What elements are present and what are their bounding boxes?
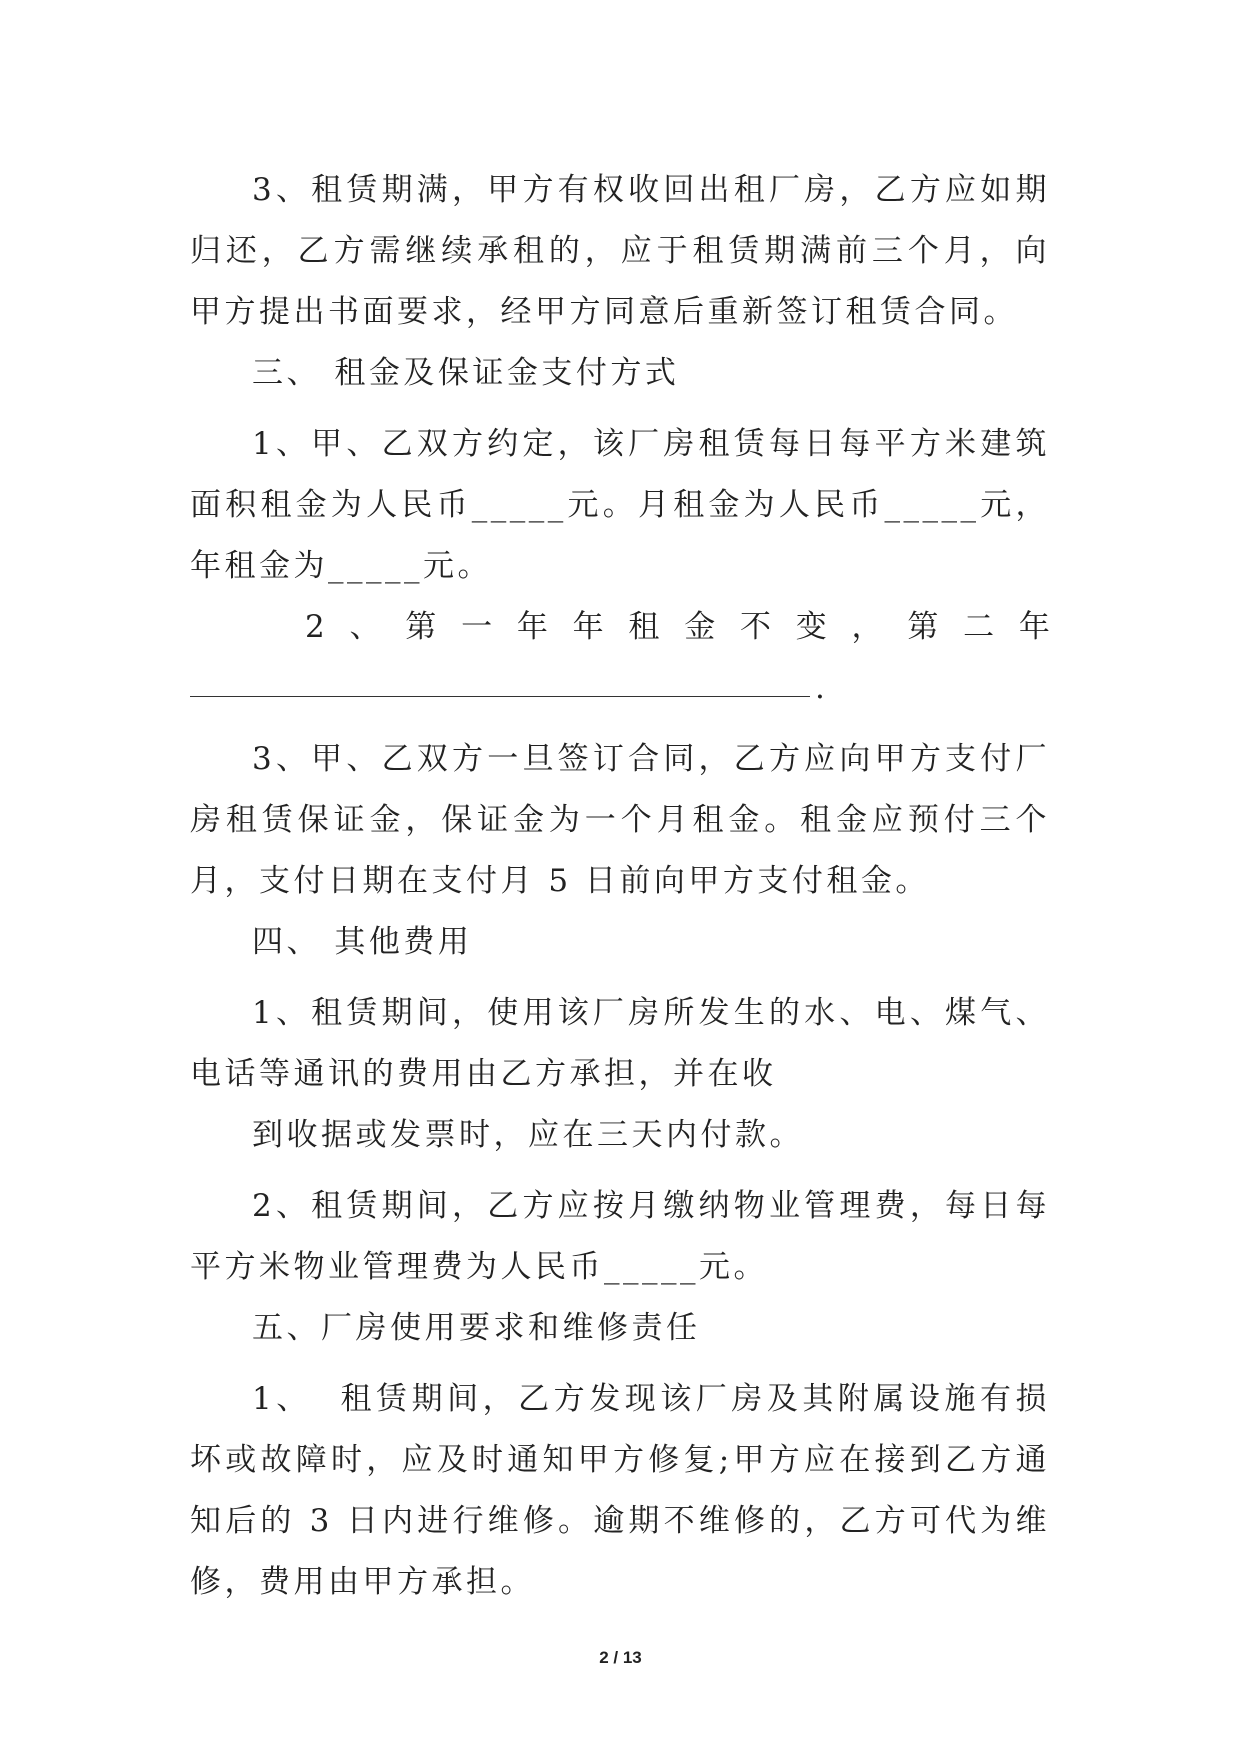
clause-3-deposit: 3、甲、乙双方一旦签订合同，乙方应向甲方支付厂房租赁保证金，保证金为一个月租金。租金应预付三个月，支付日期在支付月 5 日前向甲方支付租金。 <box>190 741 1050 899</box>
clause-1-rent-amount: 1、甲、乙双方约定，该厂房租赁每日每平方米建筑面积租金为人民币_____元。月租金为人民币_____元，年租金为_____元。 <box>190 426 1050 584</box>
spread-char: 第 <box>907 609 939 645</box>
spread-char: 不 <box>739 609 771 645</box>
section-heading-rent-deposit: 三、 租金及保证金支付方式 <box>252 355 680 391</box>
clause-1-utilities-continued: 到收据或发票时，应在三天内付款。 <box>252 1117 804 1153</box>
clause-2-blank-line <box>190 658 1050 719</box>
spread-char: ， <box>851 609 883 645</box>
spread-char: 第 <box>405 609 437 645</box>
spread-char: 一 <box>461 609 493 645</box>
document-body <box>190 160 1050 1613</box>
clause-1-utilities: 1、租赁期间，使用该厂房所发生的水、电、煤气、电话等通讯的费用由乙方承担，并在收 <box>190 995 1050 1092</box>
section-heading-other-fees: 四、 其他费用 <box>252 924 473 960</box>
clause-2-end-mark: . <box>815 670 825 706</box>
spread-char: 金 <box>684 609 716 645</box>
spread-char: 变 <box>795 609 827 645</box>
spread-char: 二 <box>963 609 995 645</box>
clause-3-lease-expiry: 3、租赁期满，甲方有权收回出租厂房，乙方应如期归还，乙方需继续承租的，应于租赁期满前三个月，向甲方提出书面要求，经甲方同意后重新签订租赁合同。 <box>190 172 1050 330</box>
spread-char: 2 <box>305 609 325 645</box>
spread-char: 年 <box>1018 609 1050 645</box>
clause-1-repair: 1、 租赁期间，乙方发现该厂房及其附属设施有损坏或故障时，应及时通知甲方修复;甲方应在接到乙方通知后的 3 日内进行维修。逾期不维修的，乙方可代为维修，费用由甲方承担。 <box>190 1381 1050 1600</box>
spread-char: 租 <box>628 609 660 645</box>
section-heading-usage-maintenance: 五、厂房使用要求和维修责任 <box>252 1310 701 1346</box>
clause-2-rent-change-line <box>190 597 1050 658</box>
spread-char: 年 <box>516 609 548 645</box>
fill-in-underline <box>190 696 810 697</box>
clause-2-property-fee: 2、租赁期间，乙方应按月缴纳物业管理费，每日每平方米物业管理费为人民币_____元。 <box>190 1188 1050 1285</box>
spread-char: 年 <box>572 609 604 645</box>
spread-char: 、 <box>349 609 381 645</box>
page-number: 2 / 13 <box>599 1648 642 1667</box>
